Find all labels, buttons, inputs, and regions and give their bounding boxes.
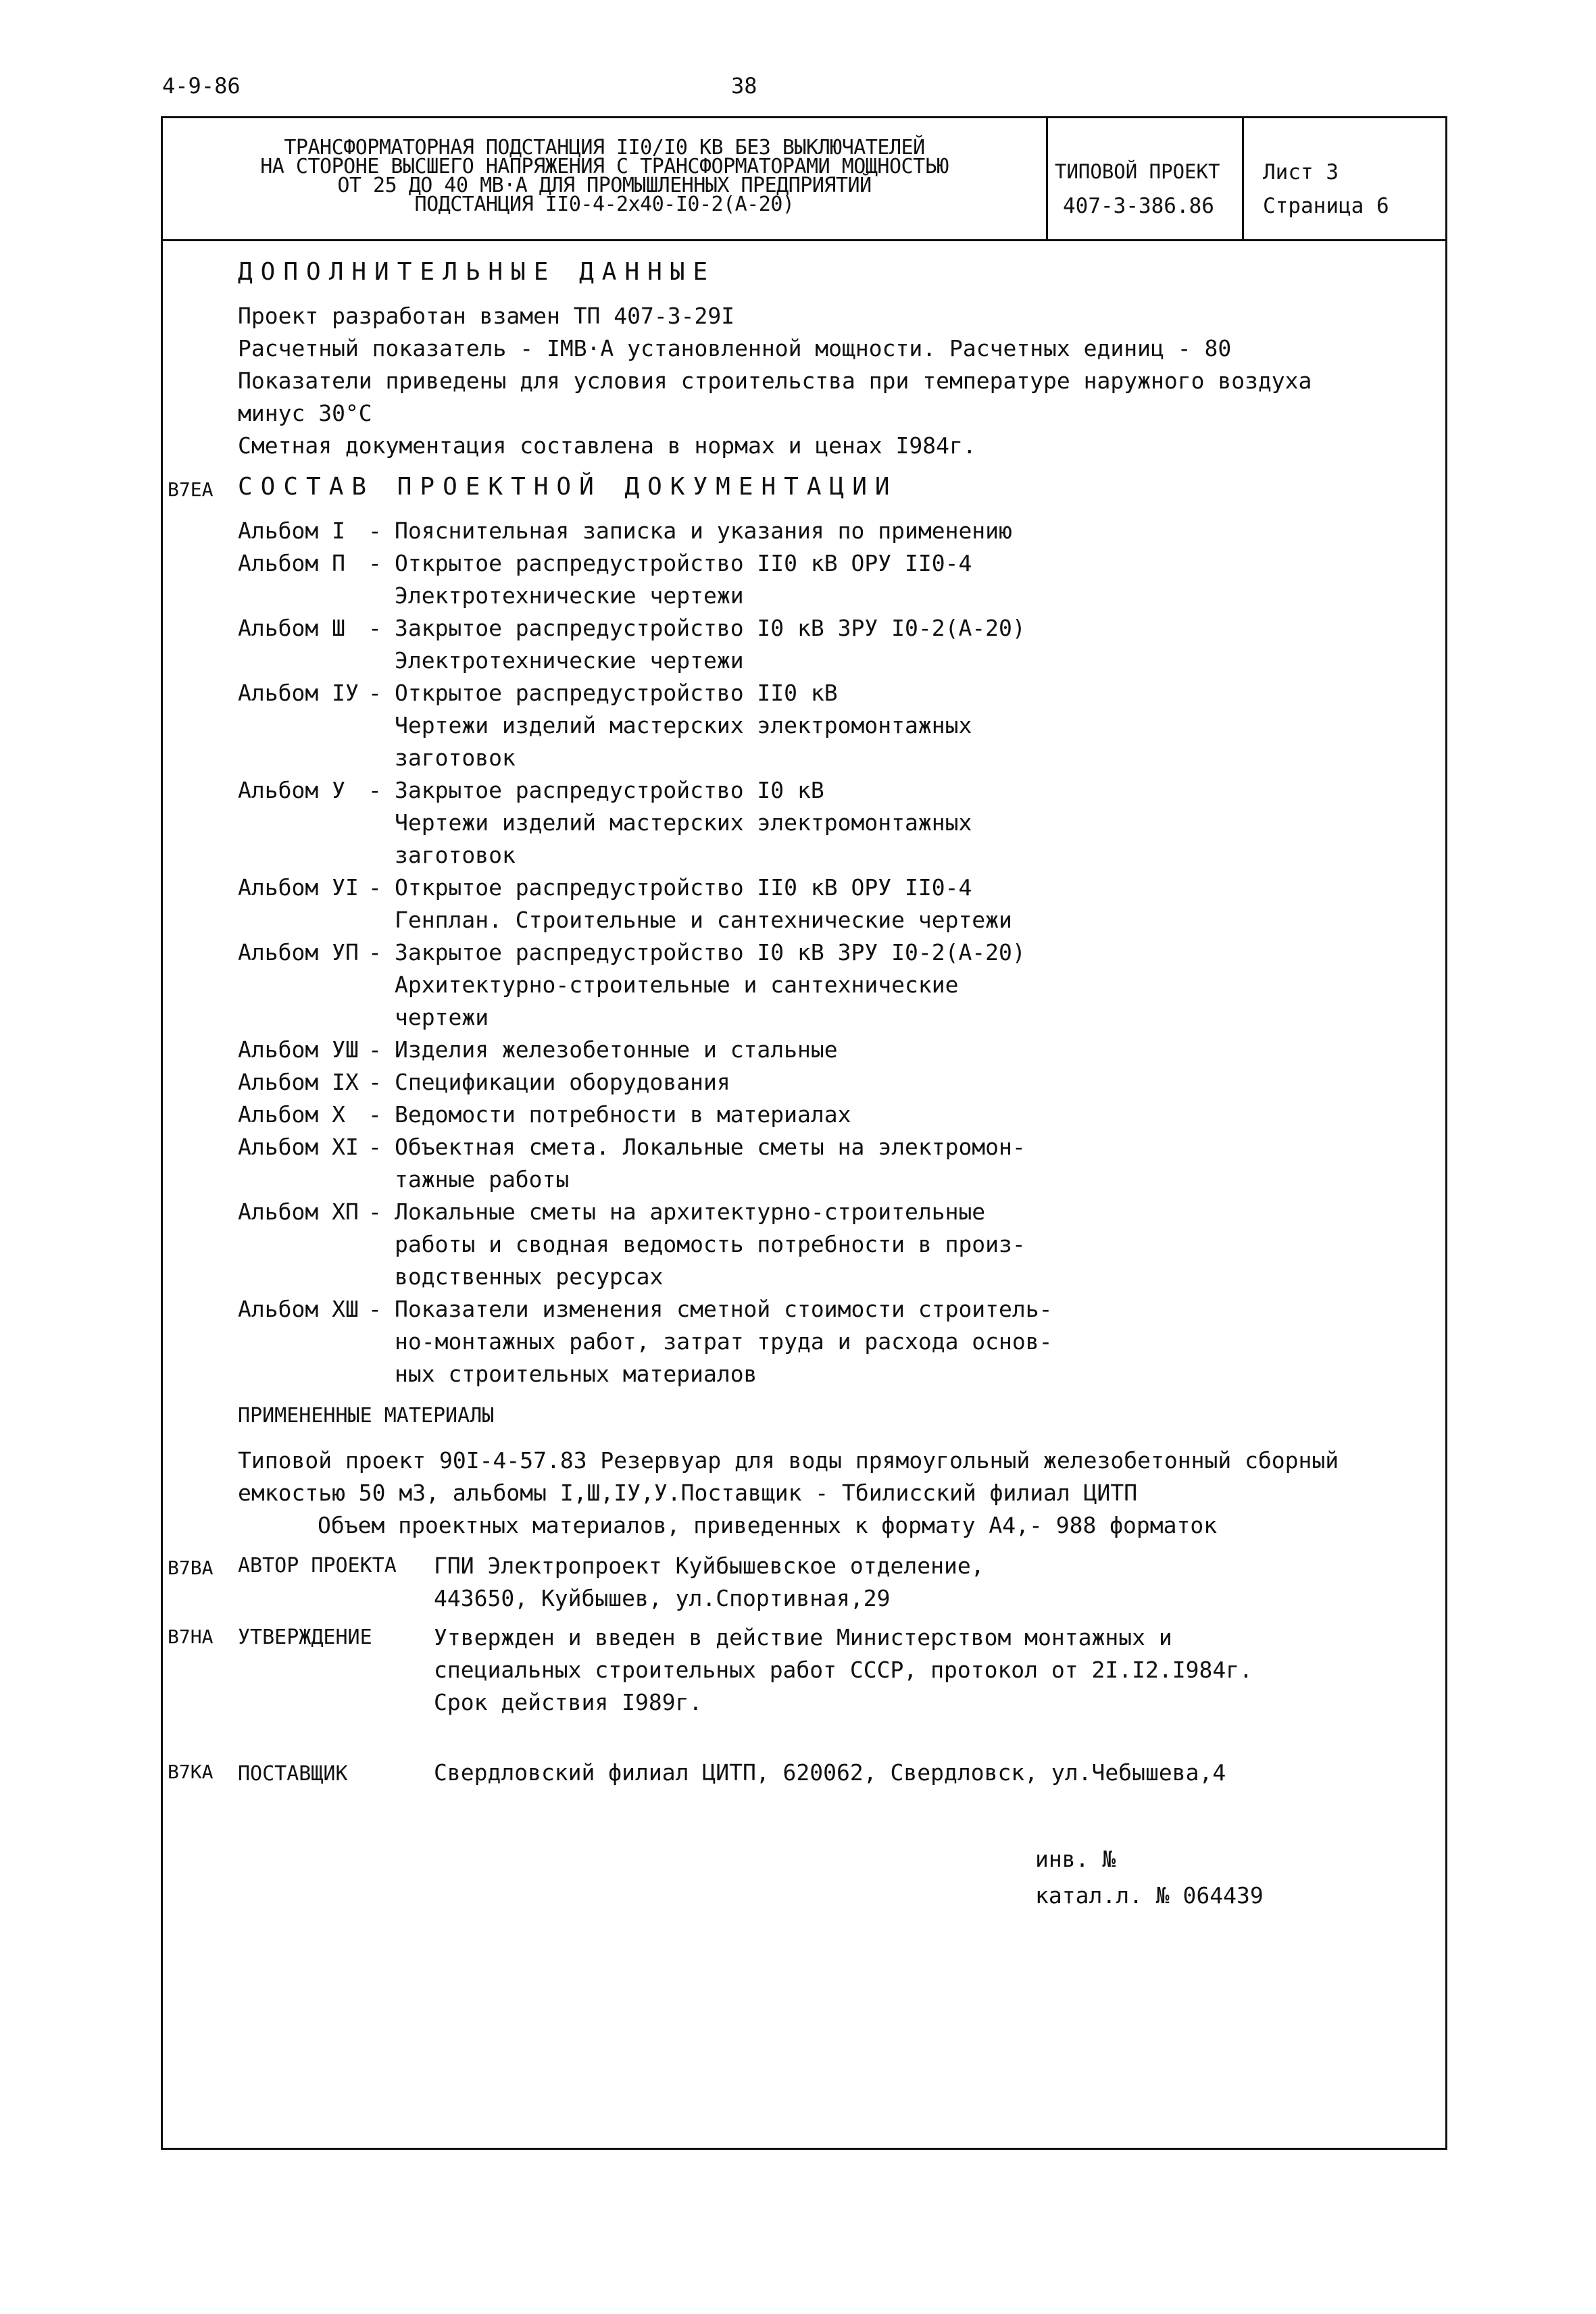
dash: - [368,615,382,641]
album-desc: Электротехнические чертежи [395,582,744,609]
supplier-text: Свердловский филиал ЦИТП, 620062, Свердловск, ул.Чебышева,4 [434,1759,1226,1786]
album-desc: Объектная смета. Локальные сметы на электромон- [395,1134,1026,1160]
album-desc: Показатели изменения сметной стоимости строитель- [395,1296,1053,1322]
inventory-number: инв. № [1035,1846,1116,1872]
album-desc: Чертежи изделий мастерских электромонтажных [395,712,972,738]
album-label: Альбом П [238,550,345,576]
approval-line: Утвержден и введен в действие Министерством монтажных и [434,1624,1172,1651]
album-desc: работы и сводная ведомость потребности в произ- [395,1231,1026,1257]
title-line-3: ОТ 25 ДО 40 МВ·А ДЛЯ ПРОМЫШЛЕННЫХ ПРЕДПРИЯТИЙ [337,174,872,197]
dash: - [368,874,382,901]
album-label: Альбом I [238,518,345,544]
album-desc: Ведомости потребности в материалах [395,1101,851,1128]
album-desc: Электротехнические чертежи [395,647,744,674]
title-cell [163,118,1048,239]
catalog-number: катал.л. № 064439 [1035,1882,1264,1909]
approval-line: Срок действия I989г. [434,1689,703,1715]
album-label: Альбом УI [238,874,359,901]
album-desc: Архитектурно-строительные и сантехнические [395,972,959,998]
album-desc: Открытое распредустройство II0 кВ ОРУ II0-4 [395,550,972,576]
album-label: Альбом Ш [238,615,345,641]
approval-line: специальных строительных работ СССР, протокол от 2I.I2.I984г. [434,1657,1253,1683]
album-label: Альбом УП [238,939,359,965]
materials-line: емкостью 50 м3, альбомы I,Ш,IУ,У.Поставщик - Тбилисский филиал ЦИТП [238,1480,1138,1506]
album-desc: Закрытое распредустройство I0 кВ [395,777,824,803]
additional-line: Расчетный показатель - IМВ·А установленной мощности. Расчетных единиц - 80 [238,335,1232,361]
album-desc: Закрытое распредустройство I0 кВ ЗРУ I0-2(А-20) [395,939,1026,965]
materials-line: Типовой проект 90I-4-57.83 Резервуар для воды прямоугольный железобетонный сборный [238,1447,1339,1474]
title-line-4: ПОДСТАНЦИЯ II0-4-2х40-I0-2(А-20) [414,193,795,216]
album-desc: Открытое распредустройство II0 кВ [395,680,838,706]
album-label: Альбом XI [238,1134,359,1160]
album-desc: Пояснительная записка и указания по применению [395,518,1012,544]
album-desc: чертежи [395,1004,489,1030]
dash: - [368,1296,382,1322]
dash: - [368,777,382,803]
title-line-1: ТРАНСФОРМАТОРНАЯ ПОДСТАНЦИЯ II0/I0 КВ БЕЗ ВЫКЛЮЧАТЕЛЕЙ [284,136,925,159]
additional-line: Показатели приведены для условия строительства при температуре наружного воздуха [238,368,1312,394]
page-label: Страница 6 [1263,194,1389,218]
album-label: Альбом IX [238,1069,359,1095]
author-line: 443650, Куйбышев, ул.Спортивная,29 [434,1585,891,1611]
title-line-2: НА СТОРОНЕ ВЫСШЕГО НАПРЯЖЕНИЯ С ТРАНСФОРМАТОРАМИ МОЩНОСТЬЮ [260,155,949,178]
approval-label: УТВЕРЖДЕНИЕ [238,1626,372,1649]
album-desc: ных строительных материалов [395,1361,757,1387]
composition-code: В7ЕА [168,478,214,501]
dash: - [368,1199,382,1225]
album-desc: Чертежи изделий мастерских электромонтажных [395,809,972,836]
album-desc: Открытое распредустройство II0 кВ ОРУ II0-4 [395,874,972,901]
materials-line: Объем проектных материалов, приведенных к формату А4,- 988 форматок [318,1512,1218,1538]
additional-line: Сметная документация составлена в нормах и ценах I984г. [238,432,976,459]
album-desc: Локальные сметы на архитектурно-строительные [395,1199,986,1225]
dash: - [368,1036,382,1063]
dash: - [368,1134,382,1160]
album-desc: но-монтажных работ, затрат труда и расхода основ- [395,1328,1053,1355]
additional-line: минус 30°С [238,400,372,426]
dash: - [368,680,382,706]
album-desc: заготовок [395,745,516,771]
dash: - [368,518,382,544]
album-desc: водственных ресурсах [395,1263,664,1290]
project-number: 407-3-386.86 [1063,194,1214,218]
album-desc: заготовок [395,842,516,868]
album-desc: тажные работы [395,1166,570,1192]
document-code: 4-9-86 [162,73,241,99]
project-cell [1048,118,1244,239]
album-label: Альбом XП [238,1199,359,1225]
additional-heading: ДОПОЛНИТЕЛЬНЫЕ ДАННЫЕ [238,258,716,286]
supplier-code: В7КА [168,1761,214,1783]
project-label: ТИПОВОЙ ПРОЕКТ [1055,160,1220,183]
author-code: В7ВА [168,1557,214,1579]
materials-heading: ПРИМЕНЕННЫЕ МАТЕРИАЛЫ [238,1404,495,1428]
album-desc: Спецификации оборудования [395,1069,730,1095]
dash: - [368,550,382,576]
sheet-number: Лист 3 [1263,160,1339,184]
album-desc: Закрытое распредустройство I0 кВ ЗРУ I0-2(А-20) [395,615,1026,641]
page-number: 38 [731,73,757,99]
album-label: Альбом X [238,1101,345,1128]
supplier-label: ПОСТАВЩИК [238,1762,348,1786]
composition-heading: СОСТАВ ПРОЕКТНОЙ ДОКУМЕНТАЦИИ [238,473,898,501]
album-desc: Генплан. Строительные и сантехнические чертежи [395,907,1012,933]
album-desc: Изделия железобетонные и стальные [395,1036,838,1063]
approval-code: В7НА [168,1626,214,1648]
album-label: Альбом У [238,777,345,803]
album-label: Альбом УШ [238,1036,359,1063]
author-label: АВТОР ПРОЕКТА [238,1554,397,1578]
album-label: Альбом XШ [238,1296,359,1322]
dash: - [368,1101,382,1128]
sheet-cell [1244,118,1445,239]
author-line: ГПИ Электропроект Куйбышевское отделение, [434,1553,984,1579]
title-block [163,118,1445,241]
album-label: Альбом IУ [238,680,359,706]
dash: - [368,939,382,965]
dash: - [368,1069,382,1095]
additional-line: Проект разработан взамен ТП 407-3-29I [238,303,735,329]
